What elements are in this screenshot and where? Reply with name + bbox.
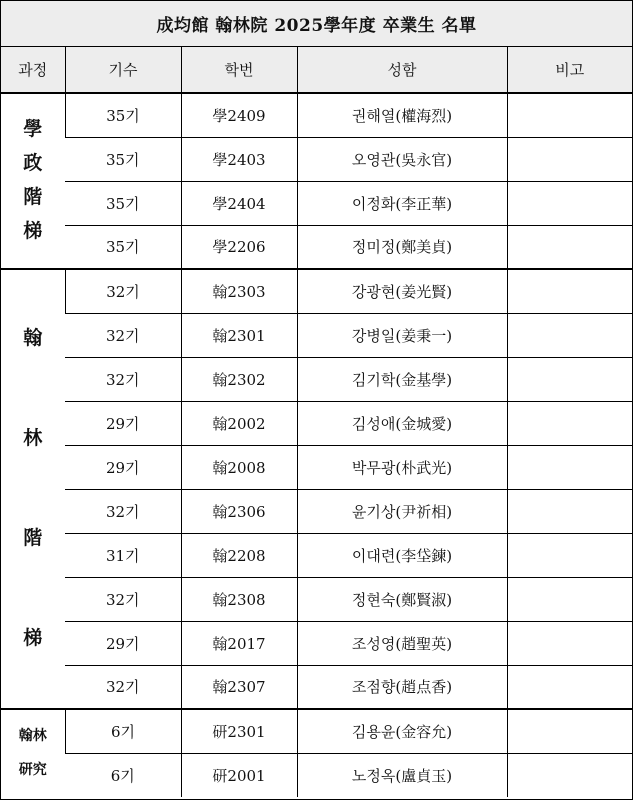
table-row [1, 709, 632, 753]
course-char: 林 [23, 427, 43, 450]
cohort-cell: 6기 [65, 709, 181, 753]
cohort-cell: 6기 [65, 753, 181, 797]
table-row [1, 665, 632, 709]
header-row [1, 47, 632, 93]
name-cell: 이정화(李正華) [297, 181, 507, 225]
table-row [1, 137, 632, 181]
student-id-cell: 翰2002 [181, 401, 297, 445]
student-id-cell: 學2206 [181, 225, 297, 269]
cohort-cell: 35기 [65, 225, 181, 269]
name-cell: 김기학(金基學) [297, 357, 507, 401]
remark-cell [507, 93, 632, 137]
table-row [1, 225, 632, 269]
course-label [1, 113, 65, 249]
name-cell: 윤기상(尹祈相) [297, 489, 507, 533]
student-id-cell: 翰2008 [181, 445, 297, 489]
name-cell: 김성애(金城愛) [297, 401, 507, 445]
cohort-cell: 32기 [65, 269, 181, 313]
name-cell: 김용윤(金容允) [297, 709, 507, 753]
roster-table [1, 47, 632, 797]
table-header [1, 47, 632, 93]
remark-cell [507, 533, 632, 577]
table-row [1, 489, 632, 533]
remark-cell [507, 709, 632, 753]
title-bar [1, 1, 632, 47]
cohort-cell: 29기 [65, 401, 181, 445]
table-row [1, 313, 632, 357]
cohort-cell: 29기 [65, 621, 181, 665]
header-remark: 비고 [507, 47, 632, 93]
remark-cell [507, 621, 632, 665]
student-id-cell: 學2409 [181, 93, 297, 137]
remark-cell [507, 401, 632, 445]
course-char: 研究 [18, 762, 47, 779]
course-section [1, 709, 632, 797]
student-id-cell: 翰2303 [181, 269, 297, 313]
header-student-id: 학번 [181, 47, 297, 93]
remark-cell [507, 665, 632, 709]
cohort-cell: 32기 [65, 665, 181, 709]
student-id-cell: 翰2308 [181, 577, 297, 621]
cohort-cell: 29기 [65, 445, 181, 489]
table-row [1, 401, 632, 445]
student-id-cell: 翰2307 [181, 665, 297, 709]
course-cell [1, 93, 65, 269]
course-cell [1, 269, 65, 709]
remark-cell [507, 489, 632, 533]
cohort-cell: 32기 [65, 577, 181, 621]
cohort-cell: 31기 [65, 533, 181, 577]
table-row [1, 577, 632, 621]
cohort-cell: 32기 [65, 357, 181, 401]
course-char: 政 [23, 152, 43, 175]
student-id-cell: 研2001 [181, 753, 297, 797]
student-id-cell: 翰2017 [181, 621, 297, 665]
student-id-cell: 翰2301 [181, 313, 297, 357]
table-row [1, 445, 632, 489]
remark-cell [507, 357, 632, 401]
name-cell: 강병일(姜秉一) [297, 313, 507, 357]
header-course: 과정 [1, 47, 65, 93]
student-id-cell: 翰2302 [181, 357, 297, 401]
name-cell: 박무광(朴武光) [297, 445, 507, 489]
course-char: 翰 [23, 327, 43, 350]
header-name: 성함 [297, 47, 507, 93]
remark-cell [507, 269, 632, 313]
table-row [1, 621, 632, 665]
cohort-cell: 32기 [65, 313, 181, 357]
header-cohort: 기수 [65, 47, 181, 93]
table-row [1, 269, 632, 313]
remark-cell [507, 445, 632, 489]
name-cell: 이대련(李垈鍊) [297, 533, 507, 577]
name-cell: 권해열(權海烈) [297, 93, 507, 137]
table-row [1, 181, 632, 225]
cohort-cell: 35기 [65, 137, 181, 181]
student-id-cell: 翰2306 [181, 489, 297, 533]
course-section [1, 269, 632, 709]
name-cell: 강광현(姜光賢) [297, 269, 507, 313]
remark-cell [507, 753, 632, 797]
table-row [1, 753, 632, 797]
student-id-cell: 學2403 [181, 137, 297, 181]
name-cell: 노정옥(盧貞玉) [297, 753, 507, 797]
student-id-cell: 翰2208 [181, 533, 297, 577]
course-char: 翰林 [18, 728, 47, 745]
name-cell: 조점향(趙点香) [297, 665, 507, 709]
name-cell: 정현숙(鄭賢淑) [297, 577, 507, 621]
name-cell: 조성영(趙聖英) [297, 621, 507, 665]
course-label [1, 289, 65, 689]
cohort-cell: 35기 [65, 181, 181, 225]
remark-cell [507, 225, 632, 269]
remark-cell [507, 577, 632, 621]
document-title: 成均館 翰林院 2025學年度 卒業生 名單 [156, 16, 477, 36]
course-char: 梯 [23, 220, 43, 243]
name-cell: 정미정(鄭美貞) [297, 225, 507, 269]
remark-cell [507, 181, 632, 225]
course-char: 梯 [23, 627, 43, 650]
student-id-cell: 研2301 [181, 709, 297, 753]
cohort-cell: 32기 [65, 489, 181, 533]
cohort-cell: 35기 [65, 93, 181, 137]
table-row [1, 357, 632, 401]
course-char: 階 [23, 527, 43, 550]
table-row [1, 533, 632, 577]
student-id-cell: 學2404 [181, 181, 297, 225]
table-row [1, 93, 632, 137]
remark-cell [507, 313, 632, 357]
course-char: 階 [23, 186, 43, 209]
course-cell [1, 709, 65, 797]
course-section [1, 93, 632, 269]
course-label [1, 720, 65, 788]
course-char: 學 [23, 118, 43, 141]
remark-cell [507, 137, 632, 181]
name-cell: 오영관(吳永官) [297, 137, 507, 181]
